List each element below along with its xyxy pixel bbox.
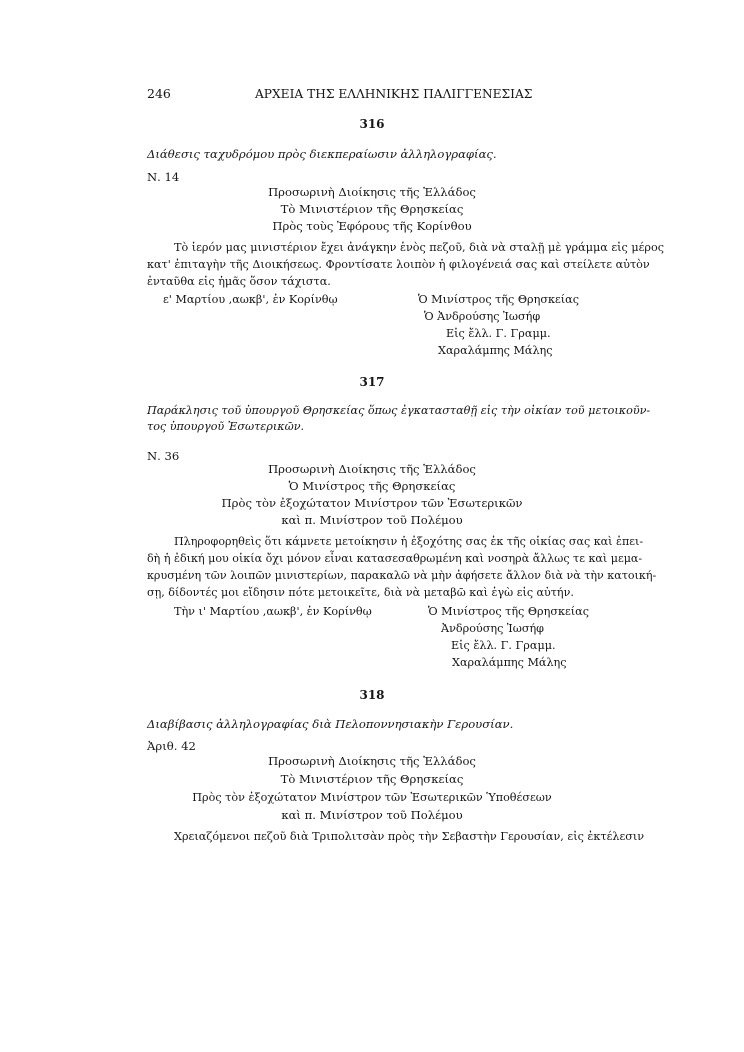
body-line: ἐνταῦθα εἰς ἡμᾶς ὅσον τάχιστα. — [147, 275, 331, 288]
signature-line: Ὁ Ἀνδρούσης Ἰωσήφ — [424, 310, 541, 323]
letter-date: ε' Μαρτίου ,αωκβ', ἐν Κορίνθῳ — [163, 293, 338, 306]
body-line: Τὸ ἱερόν μας μινιστέριον ἔχει ἀνάγκην ἑνὸς πεζοῦ, διὰ νὰ σταλῇ μὲ γράμμα εἰς μέρος — [174, 241, 664, 254]
signature-line: Ὁ Μινίστρος τῆς Θρησκείας — [418, 293, 579, 306]
document-subject-318: Διαβίβασις ἀλληλογραφίας διὰ Πελοποννησιακὴν Γερουσίαν. — [147, 717, 514, 731]
heading-line: Ὁ Μινίστρος τῆς Θρησκείας — [288, 479, 456, 493]
signature-line: Ὁ Μινίστρος τῆς Θρησκείας — [428, 605, 589, 618]
document-number-316: 316 — [359, 117, 385, 131]
signature-line: Χαραλάμπης Μάλης — [438, 344, 553, 357]
heading-line: Προσωρινὴ Διοίκησις τῆς Ἑλλάδος — [268, 462, 476, 476]
document-subject-316: Διάθεσις ταχυδρόμου πρὸς διεκπεραίωσιν ἀλληλογραφίας. — [147, 147, 497, 161]
document-ref-317: Ν. 36 — [147, 449, 180, 463]
document-ref-316: Ν. 14 — [147, 170, 180, 184]
heading-line: καὶ π. Μινίστρον τοῦ Πολέμου — [281, 513, 463, 527]
document-subject-317: τος ὑπουργοῦ Ἐσωτερικῶν. — [147, 420, 305, 433]
body-line: δὴ ἡ ἐδική μου οἰκία ὄχι μόνον εἶναι κατασεσαθρωμένη καὶ νοσηρὰ ἄλλως τε καὶ μεμα- — [147, 552, 643, 565]
document-number-317: 317 — [359, 375, 385, 389]
heading-line: Πρὸς τοὺς Ἐφόρους τῆς Κορίνθου — [272, 219, 472, 233]
heading-line: Πρὸς τὸν ἐξοχώτατον Μινίστρον τῶν Ἐσωτερικῶν — [221, 496, 523, 510]
body-line: Χρειαζόμενοι πεζοῦ διὰ Τριπολιτσὰν πρὸς τὴν Σεβαστὴν Γερουσίαν, εἰς ἐκτέλεσιν — [174, 830, 645, 843]
letter-date: Τὴν ι' Μαρτίου ,αωκβ', ἐν Κορίνθῳ — [174, 605, 372, 618]
running-title: ΑΡΧΕΙΑ ΤΗΣ ΕΛΛΗΝΙΚΗΣ ΠΑΛΙΓΓΕΝΕΣΙΑΣ — [255, 87, 533, 101]
signature-line: Χαραλάμπης Μάλης — [452, 656, 567, 669]
body-line: κρυσμένη τῶν λοιπῶν μινιστερίων, παρακαλῶ νὰ μὴν ἀφήσετε ἄλλον διὰ νὰ τὴν κατοική- — [147, 569, 657, 582]
page-number: 246 — [147, 86, 171, 101]
signature-line: Εἰς ἔλλ. Γ. Γραμμ. — [451, 639, 556, 652]
signature-line: Ἀνδρούσης Ἰωσήφ — [441, 622, 545, 635]
document-ref-318: Ἀριθ. 42 — [147, 739, 196, 753]
heading-line: καὶ π. Μινίστρον τοῦ Πολέμου — [281, 808, 463, 822]
body-line: κατ' ἐπιταγὴν τῆς Διοικήσεως. Φροντίσατε λοιπὸν ἡ φιλογένειά σας καὶ στείλετε αὐτὸν — [147, 258, 650, 271]
body-line: Πληροφορηθεὶς ὅτι κάμνετε μετοίκησιν ἡ ἐξοχότης σας ἐκ τῆς οἰκίας σας καὶ ἐπει- — [174, 535, 644, 548]
body-line: σῃ, δίδοντές μοι εἴδησιν πότε μετοικεῖτε, διὰ νὰ μεταβῶ καὶ ἐγὼ εἰς αὐτήν. — [147, 586, 574, 599]
signature-line: Εἰς ἔλλ. Γ. Γραμμ. — [446, 327, 551, 340]
heading-line: Προσωρινὴ Διοίκησις τῆς Ἑλλάδος — [268, 754, 476, 768]
heading-line: Πρὸς τὸν ἐξοχώτατον Μινίστρον τῶν Ἐσωτερικῶν Ὑποθέσεων — [192, 791, 552, 804]
document-subject-317: Παράκλησις τοῦ ὑπουργοῦ Θρησκείας ὅπως ἐγκατασταθῇ εἰς τὴν οἰκίαν τοῦ μετοικοῦν- — [147, 404, 651, 417]
heading-line: Προσωρινὴ Διοίκησις τῆς Ἑλλάδος — [268, 185, 476, 199]
heading-line: Τὸ Μινιστέριον τῆς Θρησκείας — [280, 772, 464, 786]
document-number-318: 318 — [359, 688, 385, 702]
heading-line: Τὸ Μινιστέριον τῆς Θρησκείας — [280, 202, 464, 216]
